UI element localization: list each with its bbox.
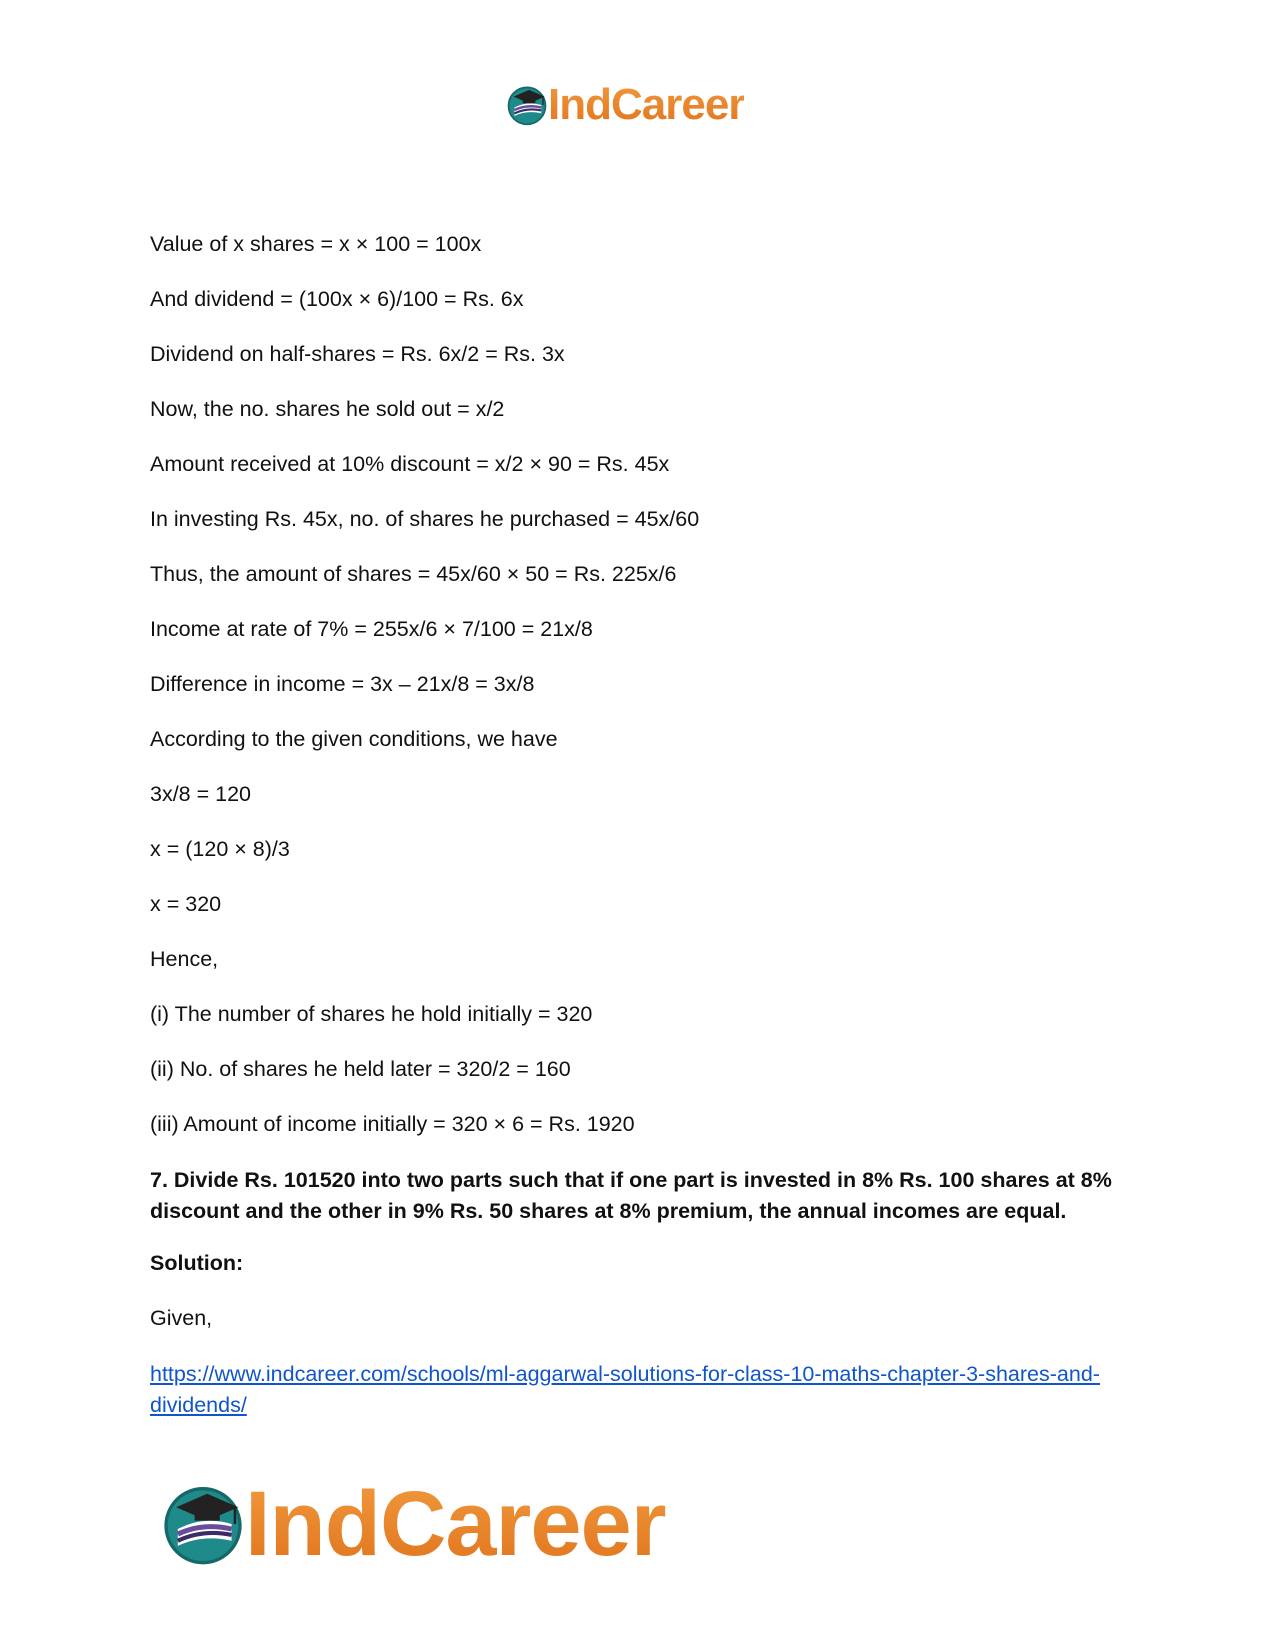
graduation-book-globe-icon — [506, 84, 548, 126]
solution-line: Value of x shares = x × 100 = 100x — [150, 232, 482, 256]
solution-line: In investing Rs. 45x, no. of shares he purchased = 45x/60 — [150, 507, 700, 531]
solution-line: According to the given conditions, we have — [150, 727, 558, 751]
graduation-book-globe-icon — [161, 1482, 245, 1566]
solution-line: Thus, the amount of shares = 45x/60 × 50 = Rs. 225x/6 — [150, 562, 677, 586]
solution-heading: Solution: — [150, 1251, 244, 1275]
answer-line: (iii) Amount of income initially = 320 × 6 = Rs. 1920 — [150, 1112, 635, 1136]
question-text: 7. Divide Rs. 101520 into two parts such that if one part is invested in 8% Rs. 100 shares at 8% discount and the other in 9% Rs. 50 shares at 8% premium, the annual incomes are equal. — [150, 1168, 1112, 1223]
answer-line: (ii) No. of shares he held later = 320/2 = 160 — [150, 1057, 571, 1081]
solution-line: Dividend on half-shares = Rs. 6x/2 = Rs. 3x — [150, 342, 565, 366]
solution-line: And dividend = (100x × 6)/100 = Rs. 6x — [150, 287, 524, 311]
solution-line: 3x/8 = 120 — [150, 782, 252, 806]
given-line: Given, — [150, 1306, 213, 1330]
header-logo — [506, 80, 744, 130]
document-body — [150, 230, 1130, 1421]
footer-logo — [161, 1474, 666, 1574]
answer-line: (i) The number of shares he hold initially = 320 — [150, 1002, 593, 1026]
logo-wordmark: IndCareer — [548, 80, 745, 129]
solution-line: Hence, — [150, 947, 219, 971]
solution-line: Amount received at 10% discount = x/2 × 90 = Rs. 45x — [150, 452, 670, 476]
solution-line: Income at rate of 7% = 255x/6 × 7/100 = 21x/8 — [150, 617, 593, 641]
solution-line: Now, the no. shares he sold out = x/2 — [150, 397, 505, 421]
solution-line: x = (120 × 8)/3 — [150, 837, 290, 861]
logo-wordmark: IndCareer — [245, 1473, 666, 1575]
solution-line: Difference in income = 3x – 21x/8 = 3x/8 — [150, 672, 535, 696]
solution-line: x = 320 — [150, 892, 222, 916]
source-link[interactable]: https://www.indcareer.com/schools/ml-aggarwal-solutions-for-class-10-maths-chapter-3-shares-and-dividends/ — [150, 1362, 1100, 1417]
